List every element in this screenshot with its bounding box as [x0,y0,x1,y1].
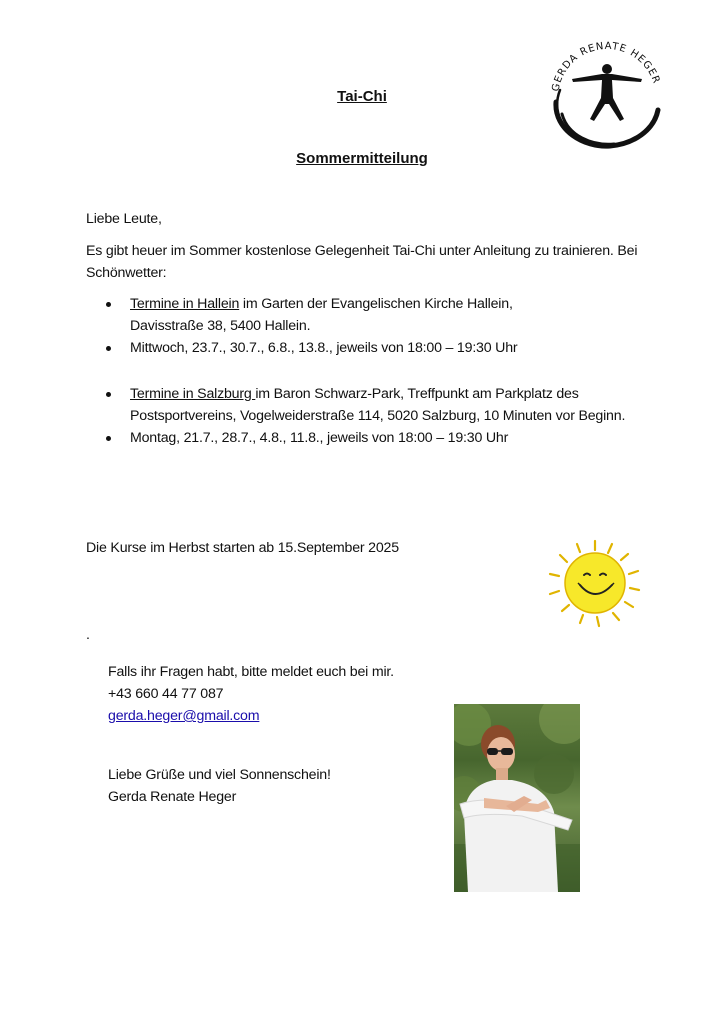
autumn-note: Die Kurse im Herbst starten ab 15.September 2025 [86,540,399,556]
smiling-sun-icon [540,537,650,629]
salzburg-location-line-2: Postsportvereins, Vogelweiderstraße 114, 5020 Salzburg, 10 Minuten vor Beginn. [130,408,626,424]
salzburg-list [86,383,686,449]
tai-chi-woman-photo [454,704,580,892]
page-title: Tai-Chi [337,88,387,105]
hallein-location-line-1: im Garten der Evangelischen Kirche Hallein, [239,296,513,312]
sun-illustration [540,537,650,629]
closing-signature: Gerda Renate Heger [108,789,237,805]
separator-dot: . [86,627,90,643]
hallein-location-line-2: Davisstraße 38, 5400 Hallein. [130,318,311,334]
hallein-list [86,293,666,359]
list-item [86,427,686,449]
contact-block [108,661,428,727]
salzburg-dates: Montag, 21.7., 28.7., 4.8., 11.8., jeweils von 18:00 – 19:30 Uhr [130,430,509,446]
list-item [86,293,666,337]
intro-paragraph [86,240,666,284]
contact-phone: +43 660 44 77 087 [108,686,224,702]
hallein-dates: Mittwoch, 23.7., 30.7., 6.8., 13.8., jeweils von 18:00 – 19:30 Uhr [130,340,518,356]
salzburg-label: Termine in Salzburg [130,386,256,402]
list-item [86,383,686,427]
salzburg-location-line-1: im Baron Schwarz-Park, Treffpunkt am Parkplatz des [255,386,579,402]
greeting: Liebe Leute, [86,211,162,227]
intro-line-2: Schönwetter: [86,265,167,281]
page-subtitle: Sommermitteilung [296,150,428,167]
contact-email-link[interactable]: gerda.heger@gmail.com [108,708,260,724]
contact-questions: Falls ihr Fragen habt, bitte meldet euch bei mir. [108,664,394,680]
hallein-label: Termine in Hallein [130,296,240,312]
list-item [86,337,666,359]
closing-block [108,764,428,808]
logo-text: GERDA RENATE HEGER [550,40,662,93]
intro-line-1: Es gibt heuer im Sommer kostenlose Gelegenheit Tai-Chi unter Anleitung zu trainieren. Bei [86,243,638,259]
closing-line-1: Liebe Grüße und viel Sonnenschein! [108,767,331,783]
